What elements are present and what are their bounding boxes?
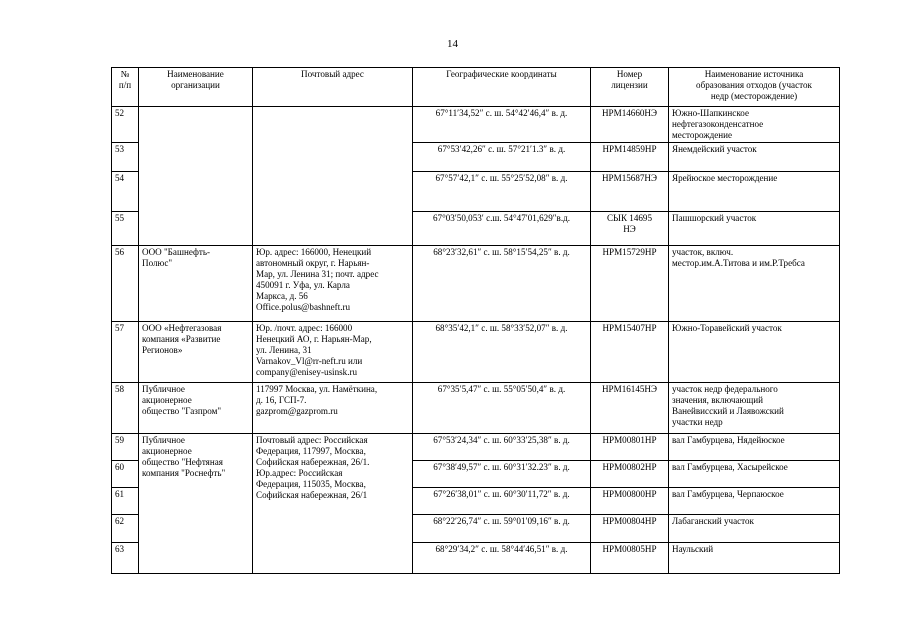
license-cell: НРМ15687НЭ (591, 172, 669, 212)
header-source: Наименование источника образования отходов (участок недр (месторождение) (669, 68, 840, 107)
header-license: Номер лицензии (591, 68, 669, 107)
license-cell: НРМ14859НР (591, 143, 669, 172)
address-cell (253, 107, 413, 246)
table-header-row (112, 68, 840, 107)
organization-cell: Публичное акционерное общество "Нефтяная компания "Роснефть" (139, 434, 253, 574)
coordinates-cell: 67°38′49,57″ с. ш. 60°31′32.23″ в. д. (413, 461, 591, 488)
address-cell: 117997 Москва, ул. Намёткина, д. 16, ГСП-7. gazprom@gazprom.ru (253, 383, 413, 434)
page-number: 14 (447, 38, 458, 50)
row-number: 57 (112, 322, 139, 383)
header-address: Почтовый адрес (253, 68, 413, 107)
coordinates-cell: 67°26′38,01″ с. ш. 60°30′11,72″ в. д. (413, 488, 591, 515)
row-number: 53 (112, 143, 139, 172)
coordinates-cell: 67°53′42,26″ с. ш. 57°21′1.3″ в. д. (413, 143, 591, 172)
source-cell: участок недр федерального значения, включающий Ванейвисский и Лаявожский участки недр (669, 383, 840, 434)
organization-cell (139, 107, 253, 246)
row-number: 58 (112, 383, 139, 434)
license-cell: НРМ15729НР (591, 246, 669, 322)
row-number: 56 (112, 246, 139, 322)
row-number: 63 (112, 543, 139, 574)
coordinates-cell: 68°29′34,2″ с. ш. 58°44′46,51″ в. д. (413, 543, 591, 574)
address-cell: Почтовый адрес: Российская Федерация, 117997, Москва, Софийская набережная, 26/1. Юр.адрес: Российская Федерация, 115035, Москва, Софийская набережная, 26/1 (253, 434, 413, 574)
license-cell: НРМ00804НР (591, 515, 669, 543)
table-row (112, 322, 840, 383)
row-number: 52 (112, 107, 139, 143)
coordinates-cell: 67°11′34,52″ с. ш. 54°42′46,4″ в. д. (413, 107, 591, 143)
source-cell: Южно-Торавейский участок (669, 322, 840, 383)
source-cell: вал Гамбурцева, Хасырейское (669, 461, 840, 488)
coordinates-cell: 68°35′42,1″ с. ш. 58°33′52,07″ в. д. (413, 322, 591, 383)
coordinates-cell: 67°57′42,1″ с. ш. 55°25′52,08″ в. д. (413, 172, 591, 212)
row-number: 55 (112, 212, 139, 246)
row-number: 61 (112, 488, 139, 515)
coordinates-cell: 67°03′50,053′ с.ш. 54°47′01,629″в.д. (413, 212, 591, 246)
license-cell: НРМ00800НР (591, 488, 669, 515)
organizations-table (111, 67, 840, 574)
license-cell: НРМ14660НЭ (591, 107, 669, 143)
source-cell: Пашшорский участок (669, 212, 840, 246)
header-organization: Наименование организации (139, 68, 253, 107)
table-row (112, 246, 840, 322)
table-row (112, 107, 840, 143)
source-cell: Янемдейский участок (669, 143, 840, 172)
source-cell: Южно-Шапкинское нефтегазоконденсатное месторождение (669, 107, 840, 143)
row-number: 62 (112, 515, 139, 543)
table-row (112, 434, 840, 461)
organization-cell: Публичное акционерное общество "Газпром" (139, 383, 253, 434)
address-cell: Юр. адрес: 166000, Ненецкий автономный округ, г. Нарьян- Мар, ул. Ленина 31; почт. адрес 450091 г. Уфа, ул. Карла Маркса, д. 56 Office.polus@bashneft.ru (253, 246, 413, 322)
row-number: 54 (112, 172, 139, 212)
header-coordinates: Географические координаты (413, 68, 591, 107)
source-cell: вал Гамбурцева, Нядейюское (669, 434, 840, 461)
coordinates-cell: 67°35′5,47″ с. ш. 55°05′50,4″ в. д. (413, 383, 591, 434)
license-cell: НРМ15407НР (591, 322, 669, 383)
table-row (112, 383, 840, 434)
header-num: № п/п (112, 68, 139, 107)
coordinates-cell: 68°23′32,61″ с. ш. 58°15′54,25″ в. д. (413, 246, 591, 322)
source-cell: Наульский (669, 543, 840, 574)
license-cell: НРМ16145НЭ (591, 383, 669, 434)
coordinates-cell: 67°53′24,34″ с. ш. 60°33′25,38″ в. д. (413, 434, 591, 461)
source-cell: вал Гамбурцева, Черпаюское (669, 488, 840, 515)
address-cell: Юр. /почт. адрес: 166000 Ненецкий АО, г. Нарьян-Мар, ул. Ленина, 31 Varnakov_Vl@rr-neft.ru или company@enisey-usinsk.ru (253, 322, 413, 383)
coordinates-cell: 68°22′26,74″ с. ш. 59°01′09,16″ в. д. (413, 515, 591, 543)
source-cell: Ярейюское месторождение (669, 172, 840, 212)
row-number: 59 (112, 434, 139, 461)
license-cell: СЫК 14695 НЭ (591, 212, 669, 246)
row-number: 60 (112, 461, 139, 488)
source-cell: Лабаганский участок (669, 515, 840, 543)
license-cell: НРМ00805НР (591, 543, 669, 574)
source-cell: участок, включ. местор.им.А.Титова и им.Р.Требса (669, 246, 840, 322)
organization-cell: ООО «Нефтегазовая компания «Развитие Регионов» (139, 322, 253, 383)
license-cell: НРМ00802НР (591, 461, 669, 488)
organization-cell: ООО "Башнефть- Полюс" (139, 246, 253, 322)
license-cell: НРМ00801НР (591, 434, 669, 461)
